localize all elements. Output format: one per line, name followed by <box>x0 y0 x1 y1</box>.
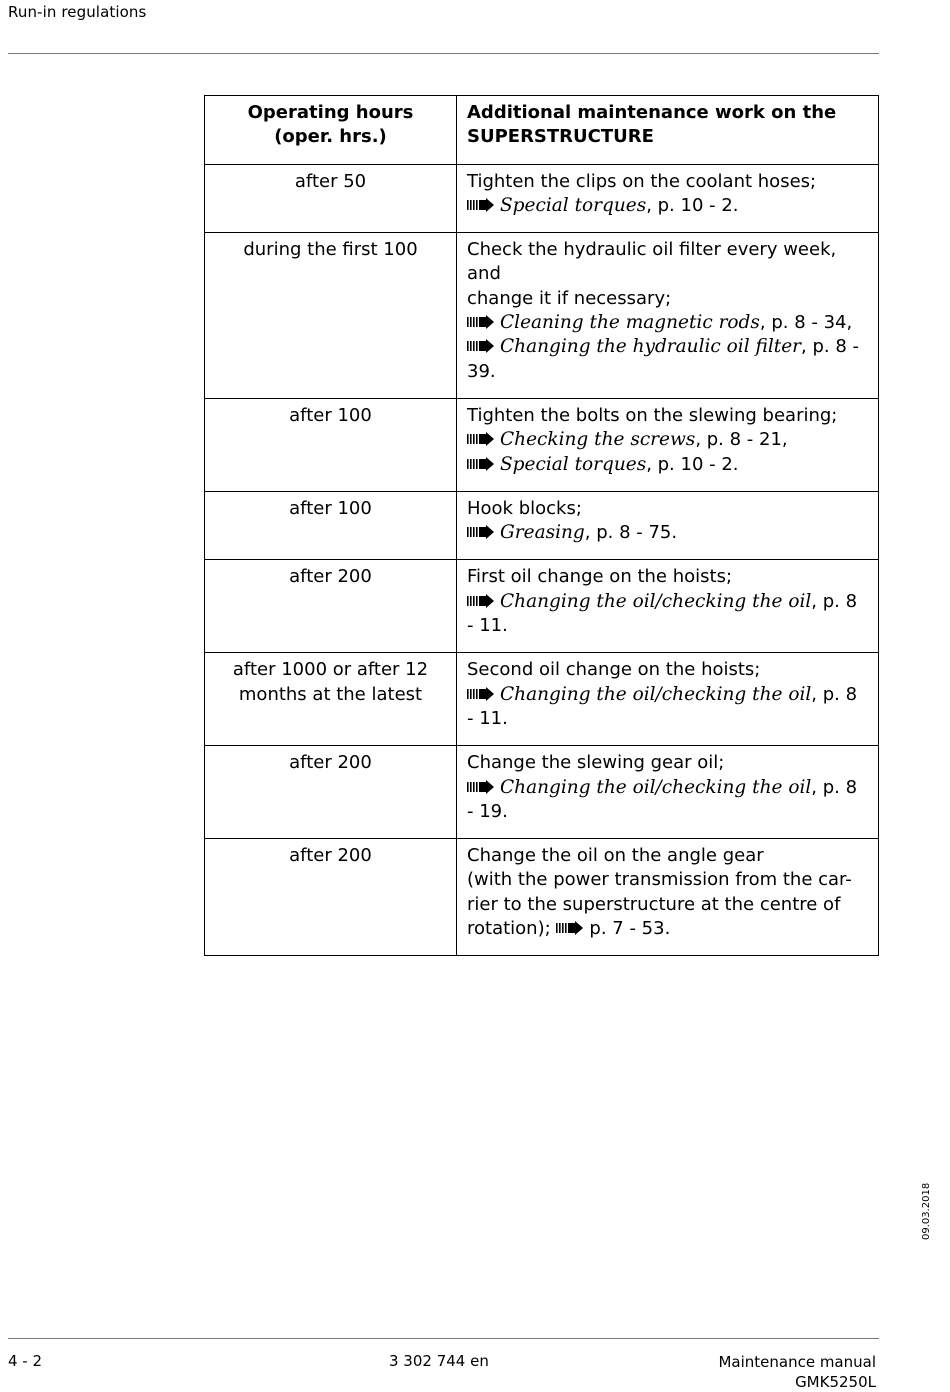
reference-link[interactable]: p. 7 - 53. <box>556 918 670 939</box>
footer-document-number: 3 302 744 en <box>389 1352 489 1370</box>
operating-hours-cell: during the first 100 <box>205 233 457 399</box>
table-row <box>205 164 879 233</box>
see-reference-arrow-icon <box>467 339 495 353</box>
operating-hours-cell: after 50 <box>205 164 457 233</box>
maintenance-work-cell <box>457 653 879 746</box>
work-description: Second oil change on the hoists; <box>467 659 761 681</box>
work-description: Tighten the clips on the coolant hoses; <box>467 170 817 192</box>
maintenance-work-cell <box>457 398 879 491</box>
footer-page-number: 4 - 2 <box>8 1352 43 1370</box>
column-header-operating-hours: Operating hours (oper. hrs.) <box>205 96 457 165</box>
work-description: change it if necessary; <box>467 287 672 309</box>
table-row <box>205 839 879 956</box>
footer-manual-title: Maintenance manual <box>718 1353 876 1371</box>
reference-link[interactable]: Changing the hydraulic oil filter, p. 8 - 39. <box>467 336 859 382</box>
operating-hours-cell: after 1000 or after 12 months at the latest <box>205 653 457 746</box>
footer-divider <box>8 1338 879 1339</box>
table-row <box>205 746 879 839</box>
operating-hours-cell: after 200 <box>205 560 457 653</box>
maintenance-table <box>204 95 879 956</box>
reference-link[interactable]: Checking the screws, p. 8 - 21, <box>467 428 868 452</box>
operating-hours-cell: after 200 <box>205 746 457 839</box>
table-row <box>205 233 879 399</box>
table-row <box>205 398 879 491</box>
see-reference-arrow-icon <box>467 780 495 794</box>
work-description: rotation); p. 7 - 53. <box>467 918 671 940</box>
reference-link[interactable]: Changing the oil/checking the oil, p. 8 - 11. <box>467 683 858 729</box>
table-header-row <box>205 96 879 165</box>
see-reference-arrow-icon <box>467 594 495 608</box>
maintenance-work-cell <box>457 560 879 653</box>
reference-link[interactable]: Changing the oil/checking the oil, p. 8 - 19. <box>467 776 858 822</box>
maintenance-work-cell <box>457 233 879 399</box>
reference-link[interactable]: Greasing, p. 8 - 75. <box>467 521 868 545</box>
work-description: Tighten the bolts on the slewing bearing; <box>467 404 838 426</box>
operating-hours-cell: after 200 <box>205 839 457 956</box>
header-divider <box>8 53 879 54</box>
reference-link[interactable]: Changing the oil/checking the oil, p. 8 - 11. <box>467 590 858 637</box>
maintenance-work-cell <box>457 746 879 839</box>
footer-model: GMK5250L <box>795 1373 876 1391</box>
operating-hours-cell: after 100 <box>205 398 457 491</box>
see-reference-arrow-icon <box>467 457 495 471</box>
operating-hours-cell: after 100 <box>205 491 457 560</box>
table-row <box>205 491 879 560</box>
footer-manual-info <box>718 1352 876 1392</box>
work-description: (with the power transmission from the car- <box>467 869 852 891</box>
work-description: Check the hydraulic oil filter every week, and <box>467 239 837 285</box>
reference-link[interactable]: Cleaning the magnetic rods, p. 8 - 34, <box>467 311 868 335</box>
table-row <box>205 653 879 746</box>
reference-link[interactable]: Special torques, p. 10 - 2. <box>467 453 868 477</box>
see-reference-arrow-icon <box>467 432 495 446</box>
see-reference-arrow-icon <box>467 198 495 212</box>
maintenance-work-cell <box>457 164 879 233</box>
page-header-title: Run-in regulations <box>8 3 147 21</box>
maintenance-work-cell <box>457 491 879 560</box>
column-header-maintenance-work: Additional maintenance work on the SUPERSTRUCTURE <box>457 96 879 165</box>
see-reference-arrow-icon <box>467 315 495 329</box>
work-description: First oil change on the hoists; <box>467 566 733 588</box>
work-description: Change the oil on the angle gear <box>467 845 764 867</box>
work-description: Hook blocks; <box>467 497 582 519</box>
table-row <box>205 560 879 653</box>
reference-link[interactable]: Special torques, p. 10 - 2. <box>467 194 868 218</box>
work-description: Change the slewing gear oil; <box>467 752 725 774</box>
see-reference-arrow-icon <box>467 525 495 539</box>
maintenance-work-cell <box>457 839 879 956</box>
see-reference-arrow-icon <box>556 921 584 935</box>
see-reference-arrow-icon <box>467 687 495 701</box>
revision-date: 09.03.2018 <box>921 1182 932 1240</box>
work-description: rier to the superstructure at the centre of <box>467 893 841 915</box>
